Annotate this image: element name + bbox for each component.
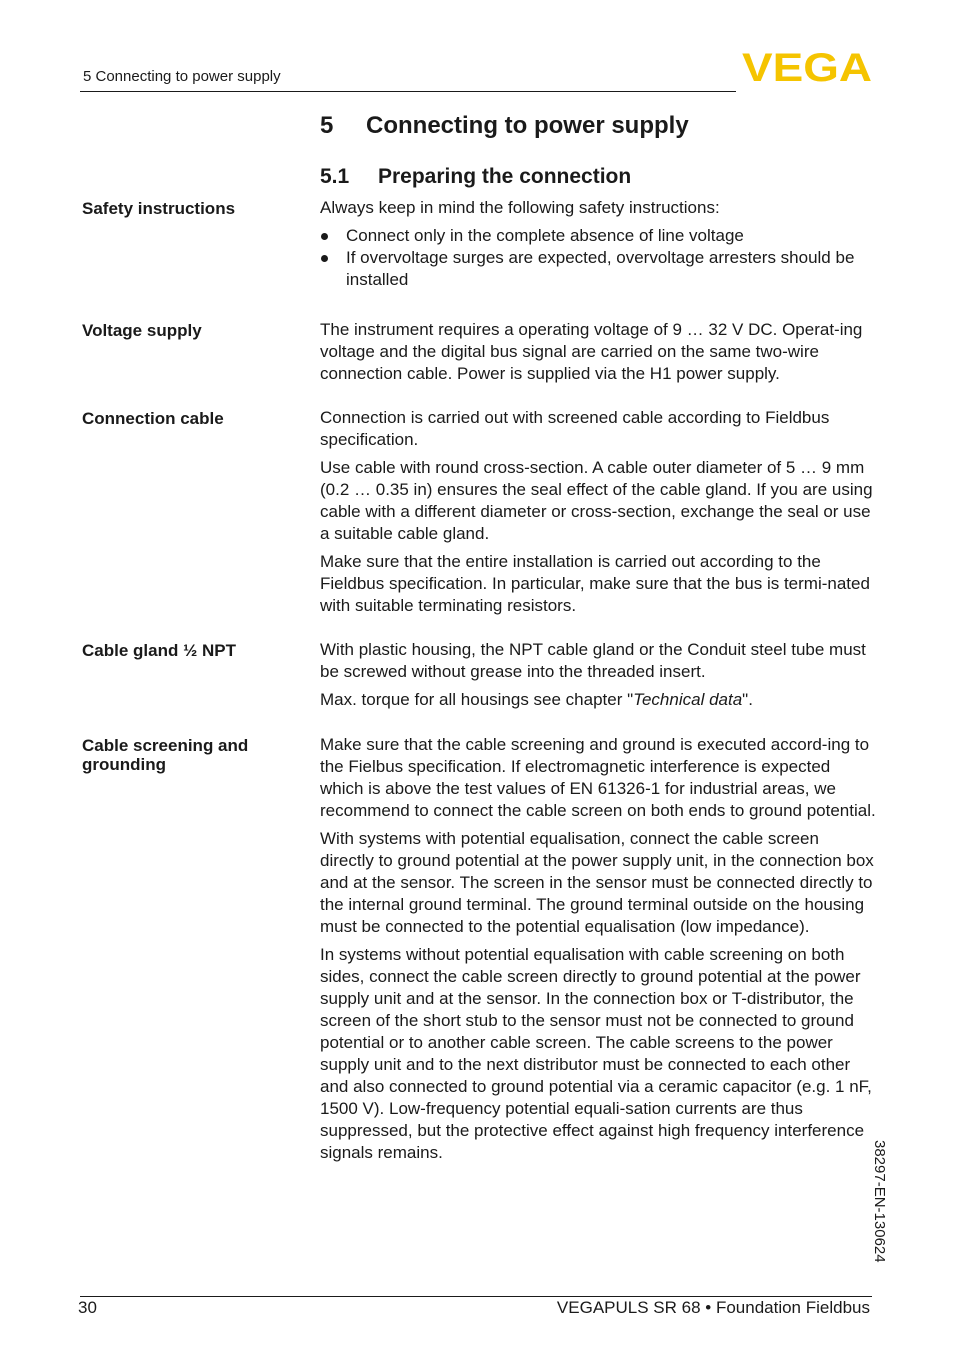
technical-data-reference: Technical data (633, 690, 743, 709)
voltage-block (320, 319, 876, 391)
gland-paragraph: With plastic housing, the NPT cable gland or the Conduit steel tube must be screwed without grease into the threaded insert. (320, 640, 866, 681)
cable-paragraph: Connection is carried out with screened cable according to Fieldbus specification. (320, 408, 830, 449)
header-rule (80, 91, 736, 92)
section-number: 5.1 (320, 165, 350, 188)
safety-intro: Always keep in mind the following safety instructions: (320, 198, 720, 217)
screening-paragraph: Make sure that the cable screening and ground is executed accord-ing to the Fielbus specification. If electromagnetic interference is expected which is above the test values of EN 61326-1 for industrial areas, we recommend to connect the cable screen on both ends to ground potential. (320, 735, 876, 820)
footer-rule (80, 1296, 872, 1297)
cable-paragraph: Use cable with round cross-section. A cable outer diameter of 5 … 9 mm (0.2 … 0.35 in) ensures the seal effect of the cable gland. If you are using cable with a different diameter or cross-section, exchange the seal or use a suitable cable gland. (320, 458, 873, 543)
cable-block (320, 407, 876, 623)
safety-bullet: Connect only in the complete absence of line voltage (320, 225, 876, 247)
cable-paragraph: Make sure that the entire installation is carried out according to the Fieldbus specification. In particular, make sure that the bus is termi-nated with suitable terminating resistors. (320, 552, 870, 615)
vega-logo (742, 50, 872, 84)
gland-block (320, 639, 876, 717)
side-label-cable: Connection cable (82, 409, 224, 428)
voltage-paragraph: The instrument requires a operating voltage of 9 … 32 V DC. Operat-ing voltage and the digital bus signal are carried on the same two-wire connection cable. Power is supplied via the H1 power supply. (320, 320, 863, 383)
page-number: 30 (78, 1298, 97, 1317)
torque-suffix: ". (742, 690, 753, 709)
side-label-safety: Safety instructions (82, 199, 236, 218)
document-id: 38297-EN-130624 (871, 1140, 888, 1263)
side-label-voltage: Voltage supply (82, 321, 202, 340)
section-title (320, 165, 631, 189)
side-label-gland: Cable gland ½ NPT (82, 641, 236, 660)
side-label-screening: Cable screening and grounding (82, 736, 249, 774)
torque-prefix: Max. torque for all housings see chapter " (320, 690, 634, 709)
screening-block (320, 734, 876, 1170)
section-title-text: Preparing the connection (378, 165, 632, 188)
running-header: 5 Connecting to power supply (83, 68, 281, 85)
chapter-title (320, 112, 689, 140)
logo-text: VEGA (742, 50, 872, 84)
screening-paragraph: In systems without potential equalisation with cable screening on both sides, connect the cable screen directly to ground potential at the power supply unit and at the sensor. In the connection box or T-distributor, the screen of the short stub to the sensor must not be connected to ground potential or to another cable screen. The cable screens to the power supply unit and to the next distributor must be connected to each other and also connected to ground potential via a ceramic capacitor (e.g. 1 nF, 1500 V). Low-frequency potential equali-sation currents are thus suppressed, but the protective effect against high frequency interference signals remains. (320, 945, 872, 1162)
screening-paragraph: With systems with potential equalisation, connect the cable screen directly to ground potential at the power supply unit, in the connection box and at the sensor. The screen in the sensor must be connected directly to the internal ground terminal. The ground terminal outside on the housing must be connected to the potential equalisation (low impedance). (320, 829, 874, 936)
gland-torque-note (320, 689, 876, 711)
safety-block (320, 197, 876, 291)
safety-bullet-list (320, 225, 876, 291)
safety-bullet: If overvoltage surges are expected, overvoltage arresters should be installed (320, 247, 876, 291)
chapter-number: 5 (320, 112, 334, 139)
footer-title: VEGAPULS SR 68 • Foundation Fieldbus (556, 1298, 870, 1317)
chapter-title-text: Connecting to power supply (366, 112, 689, 139)
